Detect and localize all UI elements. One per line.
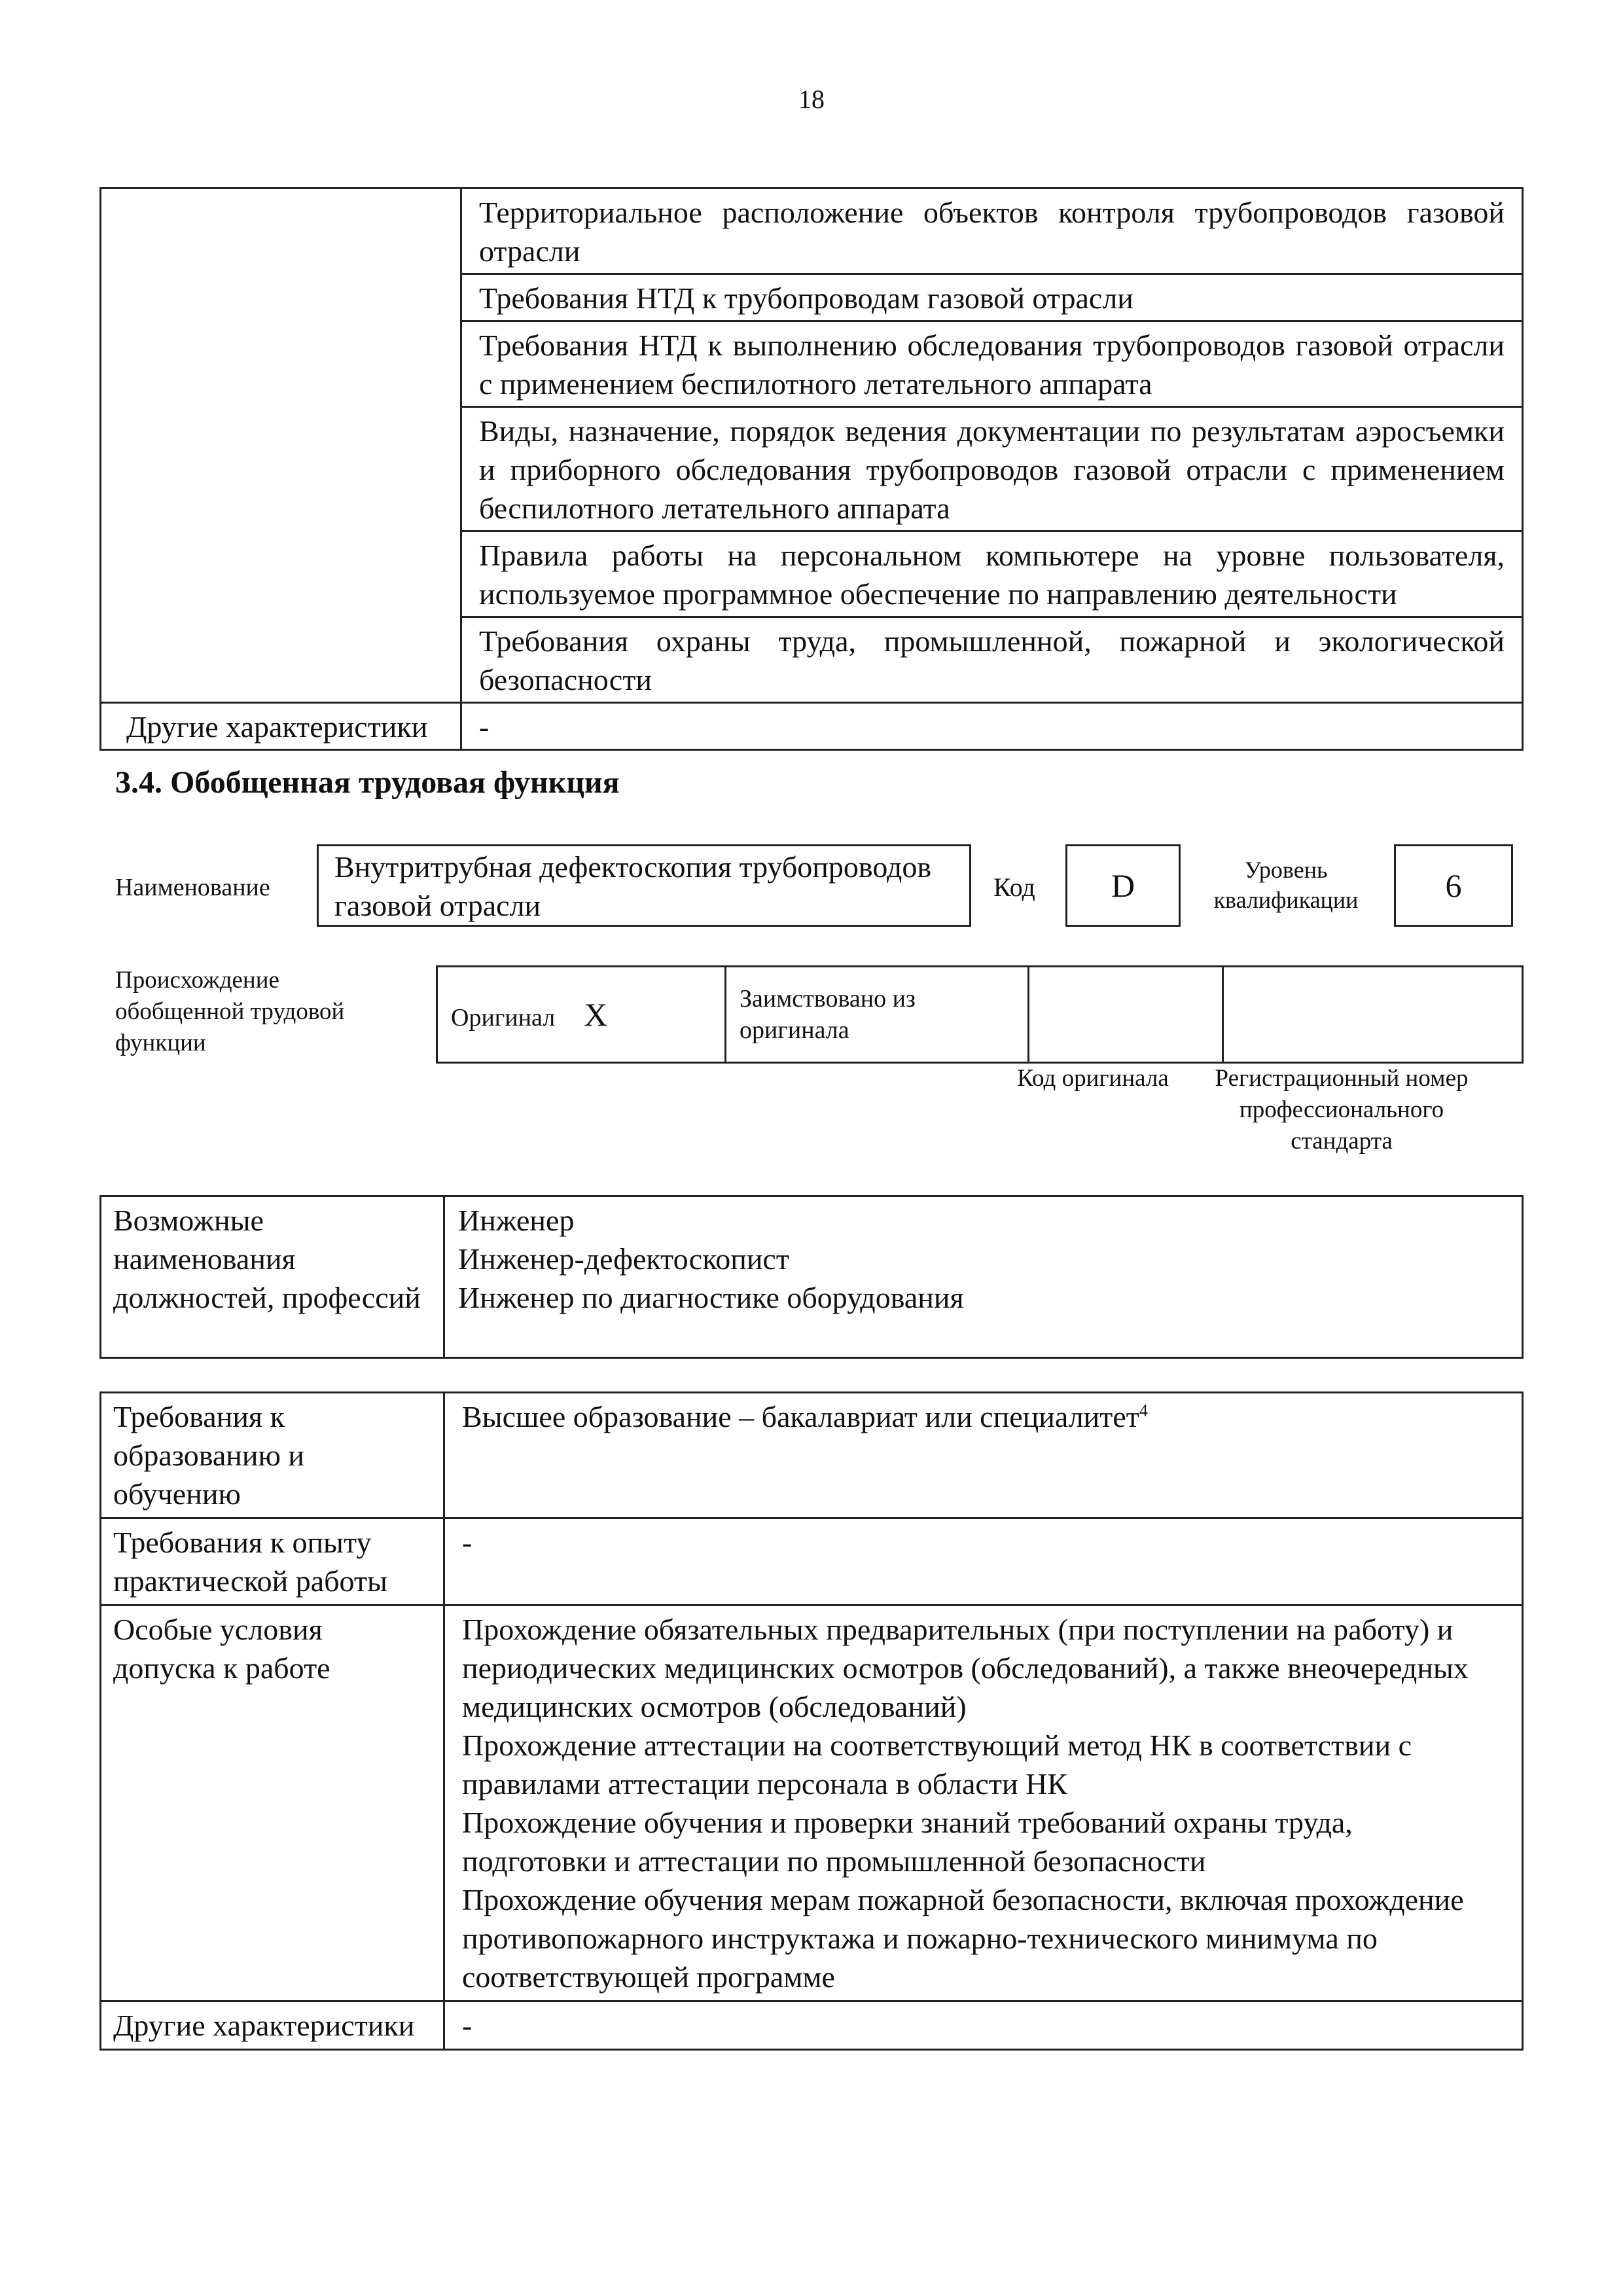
original-code-cell: [1029, 967, 1223, 1063]
table-cell: Требования охраны труда, промышленной, пожарной и экологической безопасности: [461, 617, 1523, 703]
table-row: [101, 188, 1523, 274]
function-name-value: Внутритрубная дефектоскопия трубопроводов газовой отрасли: [334, 850, 932, 922]
list-item: Прохождение аттестации на соответствующий метод НК в соответствии с правилами аттестации персонала в области НК: [462, 1729, 1412, 1801]
list-item: Инженер: [458, 1204, 575, 1237]
experience-label: Требования к опыту практической работы: [101, 1518, 444, 1605]
other-characteristics-value: -: [461, 703, 1523, 750]
page-number: 18: [798, 84, 825, 114]
origin-table: [436, 965, 1524, 1064]
experience-value: -: [444, 1518, 1523, 1605]
origin-label: Происхождение обобщенной трудовой функции: [115, 967, 345, 1056]
code-value: D: [1111, 867, 1135, 904]
code-label: Код: [993, 872, 1035, 902]
table-cell: Правила работы на персональном компьютере на уровне пользователя, используемое программное обеспечение по направлению деятельности: [461, 531, 1523, 617]
education-value: Высшее образование – бакалавриат или специалитет: [462, 1400, 1139, 1433]
original-cell: [437, 967, 726, 1063]
footnote-mark: 4: [1139, 1401, 1148, 1420]
borrowed-cell: Заимствовано из оригинала: [726, 967, 1029, 1063]
list-item: Прохождение обучения мерам пожарной безопасности, включая прохождение противопожарного инструктажа и пожарно-технического минимума по соответствующей программе: [462, 1883, 1464, 1994]
admission-list: [444, 1605, 1523, 2001]
positions-label: Возможные наименования должностей, профессий: [101, 1196, 444, 1358]
section-heading: 3.4. Обобщенная трудовая функция: [115, 765, 620, 800]
list-item: Прохождение обучения и проверки знаний требований охраны труда, подготовки и аттестации по промышленной безопасности: [462, 1806, 1353, 1878]
table-cell-empty: [101, 188, 461, 703]
education-label: Требования к образованию и обучению: [101, 1393, 444, 1518]
table-cell: Требования НТД к выполнению обследования трубопроводов газовой отрасли с применением беспилотного летательного аппарата: [461, 321, 1523, 407]
table-row: [101, 1393, 1523, 1518]
registration-number-caption: Регистрационный номер профессионального стандарта: [1215, 1065, 1469, 1155]
table-row: [101, 1196, 1523, 1358]
code-box: [1065, 844, 1181, 927]
education-cell: [444, 1393, 1523, 1518]
table-cell: Территориальное расположение объектов контроля трубопроводов газовой отрасли: [461, 188, 1523, 274]
original-label: Оригинал: [451, 1004, 556, 1031]
table-row: [101, 1605, 1523, 2001]
level-box: [1394, 844, 1513, 927]
original-mark: X: [584, 996, 608, 1033]
table-cell: Виды, назначение, порядок ведения документации по результатам аэросъемки и приборного обследования трубопроводов газовой отрасли с применением беспилотного летательного аппарата: [461, 407, 1523, 531]
name-label: Наименование: [115, 874, 270, 901]
table-row: [437, 967, 1523, 1063]
table-row: [101, 1518, 1523, 1605]
list-item: Прохождение обязательных предварительных (при поступлении на работу) и периодических медицинских осмотров (обследований), а также внеочередных медицинских осмотров (обследований): [462, 1613, 1469, 1723]
admission-label: Особые условия допуска к работе: [101, 1605, 444, 2001]
table-row: [101, 2001, 1523, 2050]
function-name-box: [317, 844, 971, 927]
registration-number-cell: [1223, 967, 1523, 1063]
level-value: 6: [1445, 867, 1462, 904]
knowledge-table: [99, 187, 1524, 751]
positions-list: [444, 1196, 1523, 1358]
list-item: Инженер-дефектоскопист: [458, 1242, 789, 1276]
other-characteristics-value: -: [444, 2001, 1523, 2050]
table-row: [101, 703, 1523, 750]
positions-table: [99, 1195, 1524, 1359]
level-label: Уровень квалификации: [1213, 857, 1359, 913]
other-characteristics-label: Другие характеристики: [101, 2001, 444, 2050]
other-characteristics-label: Другие характеристики: [101, 703, 461, 750]
table-cell: Требования НТД к трубопроводам газовой отрасли: [461, 274, 1523, 321]
requirements-table: [99, 1391, 1524, 2051]
original-code-caption: Код оригинала: [1017, 1065, 1169, 1092]
list-item: Инженер по диагностике оборудования: [458, 1281, 964, 1314]
